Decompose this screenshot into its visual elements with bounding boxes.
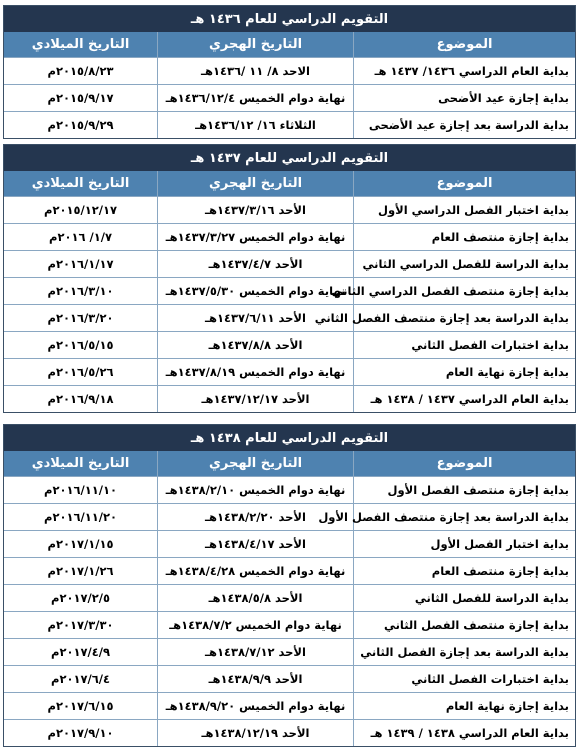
table-title: التقويم الدراسي للعام ١٤٣٦ هـ xyxy=(4,6,575,32)
cell-hijri: نهاية دوام الخميس ١٤٣٦/١٢/٤هـ xyxy=(157,85,353,111)
cell-hijri: نهاية دوام الخميس ١٤٣٨/٧/٢هـ xyxy=(157,612,353,638)
cell-gregorian: ٢٠١٧/٦/١٥م xyxy=(47,699,114,713)
cell-topic: بداية إجازة نهاية العام xyxy=(353,359,575,385)
cell-topic: بداية العام الدراسي ١٤٣٧ / ١٤٣٨ هـ xyxy=(353,386,575,412)
cell-gregorian: ٢٠١٦/١١/١٠م xyxy=(44,483,117,497)
cell-gregorian: ٢٠١٧/١/٢٦م xyxy=(47,564,114,578)
cell-topic: بداية اختبارات الفصل الثاني xyxy=(353,332,575,358)
table-row xyxy=(4,530,575,557)
table-row xyxy=(4,611,575,638)
cell-topic: بداية الدراسة للفصل الثاني xyxy=(353,585,575,611)
cell-hijri: الأحد ١٤٣٨/٥/٨هـ xyxy=(157,585,353,611)
table-row xyxy=(4,692,575,719)
cell-topic: بداية إجازة منتصف الفصل الدراسي الثاني xyxy=(353,278,575,304)
cell-gregorian: ٢٠١٧/٦/٤م xyxy=(51,672,110,686)
table-row xyxy=(4,223,575,250)
cell-hijri: نهاية دوام الخميس ١٤٣٨/٢/١٠هـ xyxy=(157,477,353,503)
cell-gregorian: ٢٠١٦/٣/١٠م xyxy=(47,284,114,298)
header-gregorian: التاريخ الميلادي xyxy=(31,176,130,191)
cell-topic: بداية الدراسة بعد إجازة عيد الأضحى xyxy=(353,112,575,138)
table-row xyxy=(4,584,575,611)
cell-hijri: نهاية دوام الخميس ١٤٣٧/٣/٢٧هـ xyxy=(157,224,353,250)
header-hijri: التاريخ الهجري xyxy=(157,32,353,57)
cell-gregorian: ١/٧/ ٢٠١٦م xyxy=(49,230,112,244)
table-row xyxy=(4,503,575,530)
table-header-row xyxy=(4,171,575,196)
cell-gregorian: ٢٠١٧/٩/١٠م xyxy=(47,726,114,740)
cell-hijri: نهاية دوام الخميس ١٤٣٧/٨/١٩هـ xyxy=(157,359,353,385)
cell-hijri: الأحد ١٤٣٨/٢/٢٠هـ xyxy=(157,504,353,530)
table-row xyxy=(4,57,575,84)
calendar-table-1437 xyxy=(3,144,576,413)
cell-gregorian: ٢٠١٥/١٢/١٧م xyxy=(44,203,117,217)
header-gregorian: التاريخ الميلادي xyxy=(31,37,130,52)
table-row xyxy=(4,638,575,665)
table-row xyxy=(4,358,575,385)
cell-gregorian: ٢٠١٥/٩/١٧م xyxy=(47,91,114,105)
cell-topic: بداية العام الدراسي ١٤٣٦/ ١٤٣٧ هـ xyxy=(353,58,575,84)
table-row xyxy=(4,277,575,304)
cell-hijri: الأحد ١٤٣٧/٤/٧هـ xyxy=(157,251,353,277)
cell-hijri: نهاية دوام الخميس ١٤٣٨/٤/٢٨هـ xyxy=(157,558,353,584)
table-row xyxy=(4,557,575,584)
cell-gregorian: ٢٠١٦/١/١٧م xyxy=(47,257,114,271)
cell-gregorian: ٢٠١٧/٤/٩م xyxy=(51,645,110,659)
header-topic: الموضوع xyxy=(353,451,575,476)
cell-hijri: الأحد ١٤٣٨/٩/٩هـ xyxy=(157,666,353,692)
table-row xyxy=(4,665,575,692)
header-gregorian: التاريخ الميلادي xyxy=(31,456,130,471)
cell-topic: بداية الدراسة بعد إجازة الفصل الثاني xyxy=(353,639,575,665)
table-header-row xyxy=(4,451,575,476)
cell-gregorian: ٢٠١٦/٣/٢٠م xyxy=(47,311,114,325)
cell-hijri: الثلاثاء ١٦/ ١٤٣٦/١٢هـ xyxy=(157,112,353,138)
table-row xyxy=(4,250,575,277)
cell-gregorian: ٢٠١٥/٨/٢٣م xyxy=(47,64,114,78)
cell-topic: بداية إجازة نهاية العام xyxy=(353,693,575,719)
cell-hijri: الأحد ١٤٣٨/١٢/١٩هـ xyxy=(157,720,353,746)
cell-gregorian: ٢٠١٧/٣/٣٠م xyxy=(47,618,114,632)
cell-gregorian: ٢٠١٧/٢/٥م xyxy=(51,591,110,605)
header-topic: الموضوع xyxy=(353,171,575,196)
cell-gregorian: ٢٠١٦/٥/٢٦م xyxy=(47,365,114,379)
cell-hijri: الأحد ١٤٣٧/١٢/١٧هـ xyxy=(157,386,353,412)
cell-topic: بداية الدراسة بعد إجازة منتصف الفصل الأول xyxy=(353,504,575,530)
cell-hijri: الأحد ١٤٣٧/٦/١١هـ xyxy=(157,305,353,331)
cell-topic: بداية إجازة عيد الأضحى xyxy=(353,85,575,111)
calendar-table-1438 xyxy=(3,424,576,747)
header-hijri: التاريخ الهجري xyxy=(157,451,353,476)
cell-gregorian: ٢٠١٧/١/١٥م xyxy=(47,537,114,551)
cell-gregorian: ٢٠١٦/٩/١٨م xyxy=(47,392,114,406)
cell-gregorian: ٢٠١٦/٥/١٥م xyxy=(47,338,114,352)
cell-gregorian: ٢٠١٦/١١/٢٠م xyxy=(44,510,117,524)
cell-hijri: الأحد ١٤٣٨/٧/١٢هـ xyxy=(157,639,353,665)
cell-topic: بداية اختبار الفصل الدراسي الأول xyxy=(353,197,575,223)
cell-topic: بداية إجازة منتصف العام xyxy=(353,558,575,584)
cell-gregorian: ٢٠١٥/٩/٢٩م xyxy=(47,118,114,132)
table-row xyxy=(4,111,575,138)
calendar-table-1436 xyxy=(3,5,576,139)
header-topic: الموضوع xyxy=(353,32,575,57)
table-row xyxy=(4,196,575,223)
table-row xyxy=(4,84,575,111)
cell-hijri: نهاية دوام الخميس ١٤٣٨/٩/٢٠هـ xyxy=(157,693,353,719)
cell-topic: بداية الدراسة بعد إجازة منتصف الفصل الثاني xyxy=(353,305,575,331)
table-header-row xyxy=(4,32,575,57)
cell-hijri: الاحد ٨/ ١١ /١٤٣٦هـ xyxy=(157,58,353,84)
cell-hijri: نهاية دوام الخميس ١٤٣٧/٥/٣٠هـ xyxy=(157,278,353,304)
table-row xyxy=(4,385,575,412)
table-row xyxy=(4,331,575,358)
cell-topic: بداية العام الدراسي ١٤٣٨ / ١٤٣٩ هـ xyxy=(353,720,575,746)
cell-topic: بداية اختبار الفصل الأول xyxy=(353,531,575,557)
table-title: التقويم الدراسي للعام ١٤٣٨ هـ xyxy=(4,425,575,451)
header-hijri: التاريخ الهجري xyxy=(157,171,353,196)
table-row xyxy=(4,719,575,746)
cell-topic: بداية إجازة منتصف الفصل الثاني xyxy=(353,612,575,638)
cell-topic: بداية إجازة منتصف العام xyxy=(353,224,575,250)
cell-hijri: الأحد ١٤٣٨/٤/١٧هـ xyxy=(157,531,353,557)
cell-hijri: الأحد ١٤٣٧/٣/١٦هـ xyxy=(157,197,353,223)
cell-hijri: الأحد ١٤٣٧/٨/٨هـ xyxy=(157,332,353,358)
cell-topic: بداية الدراسة للفصل الدراسي الثاني xyxy=(353,251,575,277)
table-row xyxy=(4,476,575,503)
cell-topic: بداية اختبارات الفصل الثاني xyxy=(353,666,575,692)
table-title: التقويم الدراسي للعام ١٤٣٧ هـ xyxy=(4,145,575,171)
cell-topic: بداية إجازة منتصف الفصل الأول xyxy=(353,477,575,503)
table-row xyxy=(4,304,575,331)
